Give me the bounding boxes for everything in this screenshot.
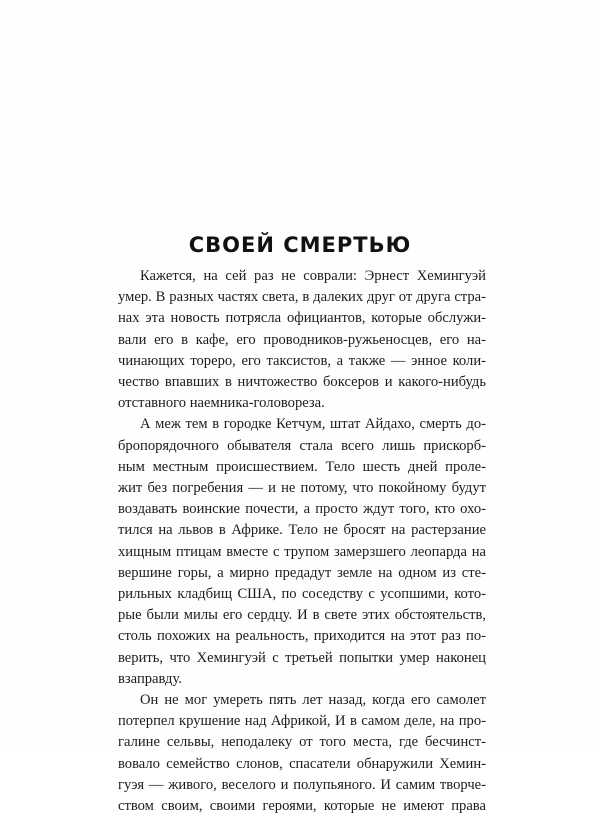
text-line: воздавать воинские почести, а просто ждут того, кто охо-	[118, 501, 486, 518]
paragraph-3	[118, 690, 486, 817]
text-line: потерпел крушение над Африкой, И в самом деле, на про-	[118, 713, 486, 730]
text-line: Он не мог умереть пять лет назад, когда его самолет	[140, 692, 486, 709]
text-line: тился на львов в Африке. Тело не бросят на растерзание	[118, 522, 486, 539]
text-line: Кажется, на сей раз не соврали: Эрнест Хемингуэй	[140, 268, 486, 284]
chapter-body	[118, 266, 486, 817]
text-line: рильных кладбищ США, по соседству с усопшими, кото-	[118, 586, 486, 603]
text-line: ством своим, своими героями, которые не имеют права	[118, 798, 486, 815]
paragraph-2	[118, 414, 486, 690]
text-line: нах эта новость потрясла официантов, которые обслужи-	[118, 310, 486, 327]
text-line: гуэя — живого, веселого и полупьяного. И самим творче-	[118, 776, 486, 793]
text-line: умер. В разных частях света, в далеких друг от друга стра-	[118, 289, 486, 306]
text-line: взаправду.	[118, 670, 182, 687]
text-line: вершине горы, а мирно предадут земле на одном из сте-	[118, 564, 486, 581]
text-line: чество впавших в ничтожество боксеров и какого-нибудь	[118, 374, 486, 391]
paragraph-1	[118, 266, 486, 414]
text-line: галине сельвы, неподалеку от того места, где бесчинст-	[118, 734, 486, 751]
text-line: верить, что Хемингуэй с третьей попытки умер наконец	[118, 649, 486, 666]
text-line: рые были милы его сердцу. И в свете этих обстоятельств,	[118, 607, 486, 624]
text-line: чинающих тореро, его таксистов, а также — энное коли-	[118, 352, 486, 369]
text-line: столь похожих на реальность, приходится на этот раз по-	[118, 628, 486, 645]
text-line: хищным птицам вместе с трупом замерзшего леопарда на	[118, 543, 486, 560]
text-line: бропорядочного обывателя стала всего лишь прискорб-	[118, 437, 486, 454]
text-line: вовало семейство слонов, спасатели обнаружили Хемин-	[118, 755, 486, 772]
text-line: А меж тем в городке Кетчум, штат Айдахо, смерть до-	[140, 416, 486, 433]
text-line: жит без погребения — и не потому, что покойному будут	[118, 480, 486, 497]
text-line: вали его в кафе, его проводников-ружьеносцев, его на-	[118, 331, 486, 348]
text-line: отставного наемника-головореза.	[118, 395, 325, 412]
text-line: ным местным происшествием. Тело шесть дней проле-	[118, 458, 486, 475]
chapter-title: СВОЕЙ СМЕРТЬЮ	[188, 233, 412, 257]
